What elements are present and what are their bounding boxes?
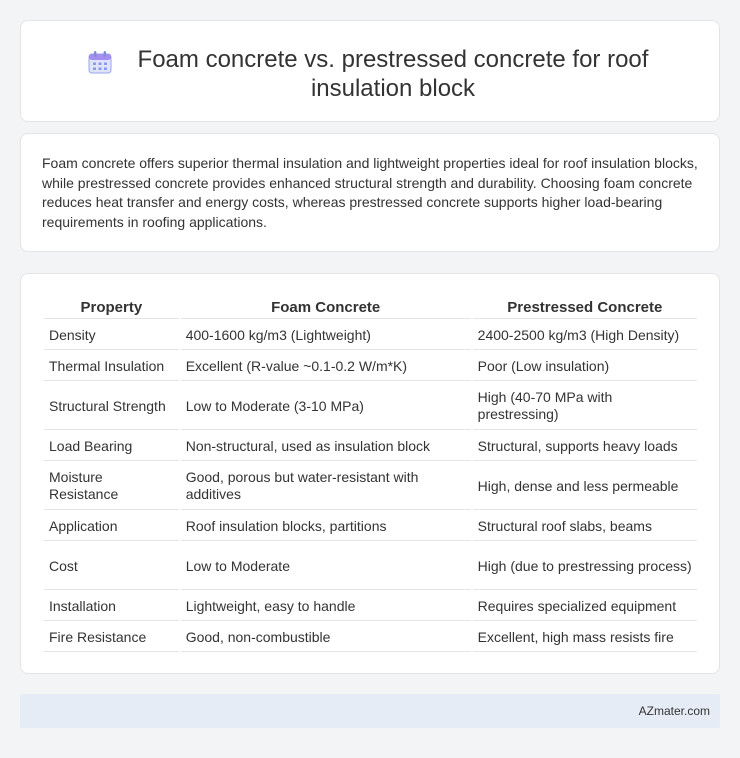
summary-card	[20, 133, 720, 252]
comparison-table	[42, 294, 699, 654]
table-header-row	[44, 296, 697, 319]
title-wrap	[21, 21, 719, 103]
table-row	[44, 321, 697, 350]
table-cell: Structural Strength	[44, 383, 179, 430]
table-cell: Requires specialized equipment	[473, 592, 697, 621]
table-cell: Lightweight, easy to handle	[181, 592, 471, 621]
table-row	[44, 352, 697, 381]
table-row	[44, 623, 697, 652]
table-cell: Good, non-combustible	[181, 623, 471, 652]
table-cell: Poor (Low insulation)	[473, 352, 697, 381]
table-cell: Load Bearing	[44, 432, 179, 461]
table-cell: Fire Resistance	[44, 623, 179, 652]
title-card	[20, 20, 720, 122]
summary-text: Foam concrete offers superior thermal insulation and lightweight properties ideal for roof insulation blocks, while prestressed concrete provides enhanced structural strength and durability. Choosing foam concrete reduces heat transfer and energy costs, whereas prestressed concrete supports higher load-bearing requirements in roofing applications.	[42, 155, 698, 230]
calendar-icon	[87, 49, 113, 75]
comparison-table-card	[20, 273, 720, 674]
footer-brand: AZmater.com	[638, 704, 710, 718]
table-cell: High (due to prestressing process)	[473, 543, 697, 590]
table-cell: Excellent (R-value ~0.1-0.2 W/m*K)	[181, 352, 471, 381]
page-title: Foam concrete vs. prestressed concrete for roof insulation block	[137, 46, 649, 102]
table-cell: 2400-2500 kg/m3 (High Density)	[473, 321, 697, 350]
header-prestressed-concrete: Prestressed Concrete	[473, 296, 697, 319]
table-cell: Density	[44, 321, 179, 350]
table-cell: Cost	[44, 543, 179, 590]
table-row	[44, 543, 697, 590]
table-cell: Thermal Insulation	[44, 352, 179, 381]
table-cell: High, dense and less permeable	[473, 463, 697, 510]
table-cell: Application	[44, 512, 179, 541]
table-cell: Excellent, high mass resists fire	[473, 623, 697, 652]
footer-bar	[20, 694, 720, 728]
table-cell: Non-structural, used as insulation block	[181, 432, 471, 461]
table-row	[44, 432, 697, 461]
table-row	[44, 512, 697, 541]
table-cell: Structural, supports heavy loads	[473, 432, 697, 461]
table-cell: Good, porous but water-resistant with additives	[181, 463, 471, 510]
table-cell: Roof insulation blocks, partitions	[181, 512, 471, 541]
table-cell: Low to Moderate (3-10 MPa)	[181, 383, 471, 430]
table-cell: Moisture Resistance	[44, 463, 179, 510]
table-row	[44, 592, 697, 621]
table-row	[44, 383, 697, 430]
table-cell: High (40-70 MPa with prestressing)	[473, 383, 697, 430]
header-property: Property	[44, 296, 179, 319]
table-cell: Structural roof slabs, beams	[473, 512, 697, 541]
table-cell: 400-1600 kg/m3 (Lightweight)	[181, 321, 471, 350]
header-foam-concrete: Foam Concrete	[181, 296, 471, 319]
table-cell: Low to Moderate	[181, 543, 471, 590]
table-row	[44, 463, 697, 510]
table-cell: Installation	[44, 592, 179, 621]
